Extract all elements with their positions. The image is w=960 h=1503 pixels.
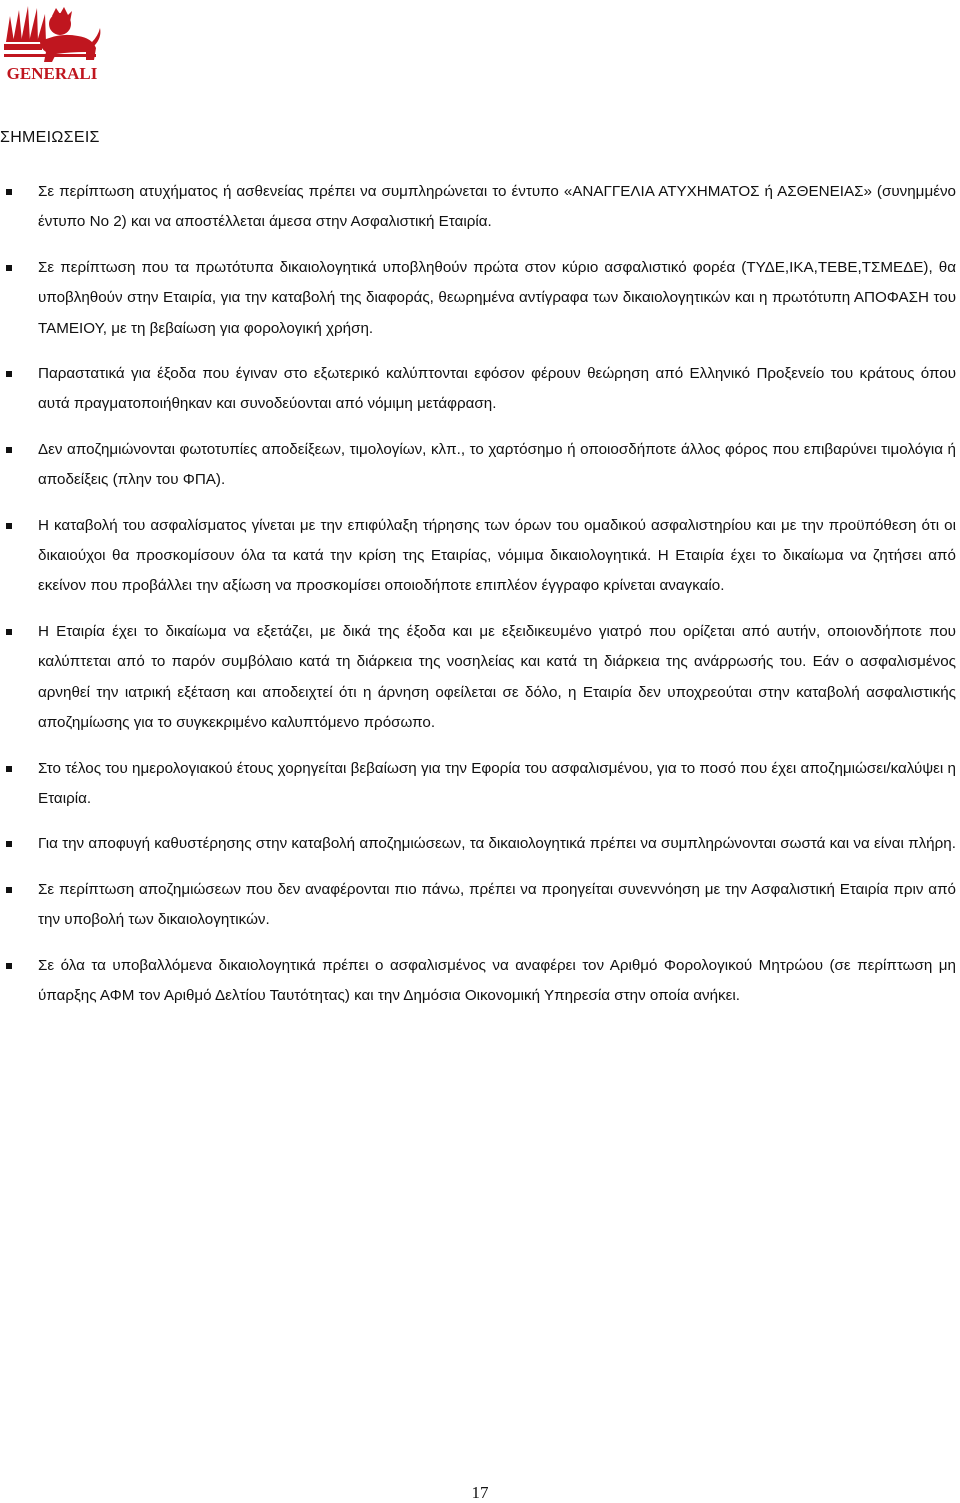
note-item xyxy=(0,435,960,496)
bullet-icon xyxy=(6,963,12,969)
note-item xyxy=(0,617,960,739)
bullet-icon xyxy=(6,523,12,529)
note-item xyxy=(0,829,960,859)
bullet-icon xyxy=(6,887,12,893)
note-text: Η Εταιρία έχει το δικαίωμα να εξετάζει, με δικά της έξοδα και με εξειδικευμένο γιατρό που ορίζεται από αυτήν, οποιονδήποτε που καλύπτεται από το παρόν συμβόλαιο κατά τη διάρκεια της νοσηλείας και κατά τη διάρκεια της ανάρρωσής του. Εάν ο ασφαλισμένος αρνηθεί την ιατρική εξέταση και αποδειχτεί ότι η άρνηση οφείλεται σε δόλο, η Εταιρία δεν υποχρεούται στην καταβολή ασφαλιστικής αποζημίωσης για το συγκεκριμένο καλυπτόμενο πρόσωπο. xyxy=(38,622,956,732)
note-text: Σε όλα τα υποβαλλόμενα δικαιολογητικά πρέπει ο ασφαλισμένος να αναφέρει τον Αριθμό Φορολογικού Μητρώου (σε περίπτωση μη ύπαρξης ΑΦΜ τον Αριθμό Δελτίου Ταυτότητας) και την Δημόσια Οικονομική Υπηρεσία στην οποία ανήκει. xyxy=(38,956,956,1004)
note-item xyxy=(0,359,960,420)
generali-logo xyxy=(0,2,104,84)
note-item xyxy=(0,177,960,238)
bullet-icon xyxy=(6,371,12,377)
note-item xyxy=(0,951,960,1012)
bullet-icon xyxy=(6,629,12,635)
note-item xyxy=(0,511,960,602)
logo-wordmark: GENERALI xyxy=(6,64,98,83)
bullet-icon xyxy=(6,265,12,271)
note-text: Στο τέλος του ημερολογιακού έτους χορηγείται βεβαίωση για την Εφορία του ασφαλισμένου, για το ποσό που έχει αποζημιώσει/καλύψει η Εταιρία. xyxy=(38,759,956,807)
note-text: Σε περίπτωση ατυχήματος ή ασθενείας πρέπει να συμπληρώνεται το έντυπο «ΑΝΑΓΓΕΛΙΑ ΑΤΥΧΗΜΑΤΟΣ ή ΑΣΘΕΝΕΙΑΣ» (συνημμένο έντυπο Νο 2) και να αποστέλλεται άμεσα στην Ασφαλιστική Εταιρία. xyxy=(38,183,956,231)
notes-list xyxy=(0,177,960,1011)
note-text: Δεν αποζημιώνονται φωτοτυπίες αποδείξεων, τιμολογίων, κλπ., το χαρτόσημο ή οποιοσδήποτε άλλος φόρος που επιβαρύνει τιμολόγια ή αποδείξεις (πλην του ΦΠΑ). xyxy=(38,440,956,489)
note-text: Παραστατικά για έξοδα που έγιναν στο εξωτερικό καλύπτονται εφόσον φέρουν θεώρηση από Ελληνικό Προξενείο του κράτους όπου αυτά πραγματοποιήθηκαν και συνοδεύονται από νόμιμη μετάφραση. xyxy=(38,365,956,413)
note-item xyxy=(0,875,960,936)
bullet-icon xyxy=(6,766,12,772)
section-title: ΣΗΜΕΙΩΣΕΙΣ xyxy=(0,129,100,146)
note-item xyxy=(0,253,960,344)
bullet-icon xyxy=(6,841,12,847)
page-number: 17 xyxy=(471,1483,489,1502)
winged-lion-icon xyxy=(0,2,104,84)
note-text: Η καταβολή του ασφαλίσματος γίνεται με την επιφύλαξη τήρησης των όρων του ομαδικού ασφαλιστηρίου και με την προϋπόθεση ότι οι δικαιούχοι θα προσκομίσουν όλα τα κατά την κρίση της Εταιρίας, νόμιμα δικαιολογητικά. Η Εταιρία έχει το δικαίωμα να ζητήσει από εκείνον που προβάλλει την αξίωση να προσκομίσει οποιοδήποτε επιπλέον έγγραφο κρίνεται αναγκαίο. xyxy=(38,516,956,595)
note-item xyxy=(0,754,960,815)
bullet-icon xyxy=(6,447,12,453)
note-text: Σε περίπτωση αποζημιώσεων που δεν αναφέρονται πιο πάνω, πρέπει να προηγείται συνεννόηση με την Ασφαλιστική Εταιρία πριν από την υποβολή των δικαιολογητικών. xyxy=(38,880,956,929)
note-text: Σε περίπτωση που τα πρωτότυπα δικαιολογητικά υποβληθούν πρώτα στον κύριο ασφαλιστικό φορέα (ΤΥΔΕ,ΙΚΑ,ΤΕΒΕ,ΤΣΜΕΔΕ), θα υποβληθούν στην Εταιρία, για την καταβολή της διαφοράς, θεωρημένα αντίγραφα των δικαιολογητικών και η πρωτότυπη ΑΠΟΦΑΣΗ του ΤΑΜΕΙΟΥ, με τη βεβαίωση για φορολογική χρήση. xyxy=(38,258,956,337)
bullet-icon xyxy=(6,189,12,195)
note-text: Για την αποφυγή καθυστέρησης στην καταβολή αποζημιώσεων, τα δικαιολογητικά πρέπει να συμπληρώνονται σωστά και να είναι πλήρη. xyxy=(38,835,956,853)
